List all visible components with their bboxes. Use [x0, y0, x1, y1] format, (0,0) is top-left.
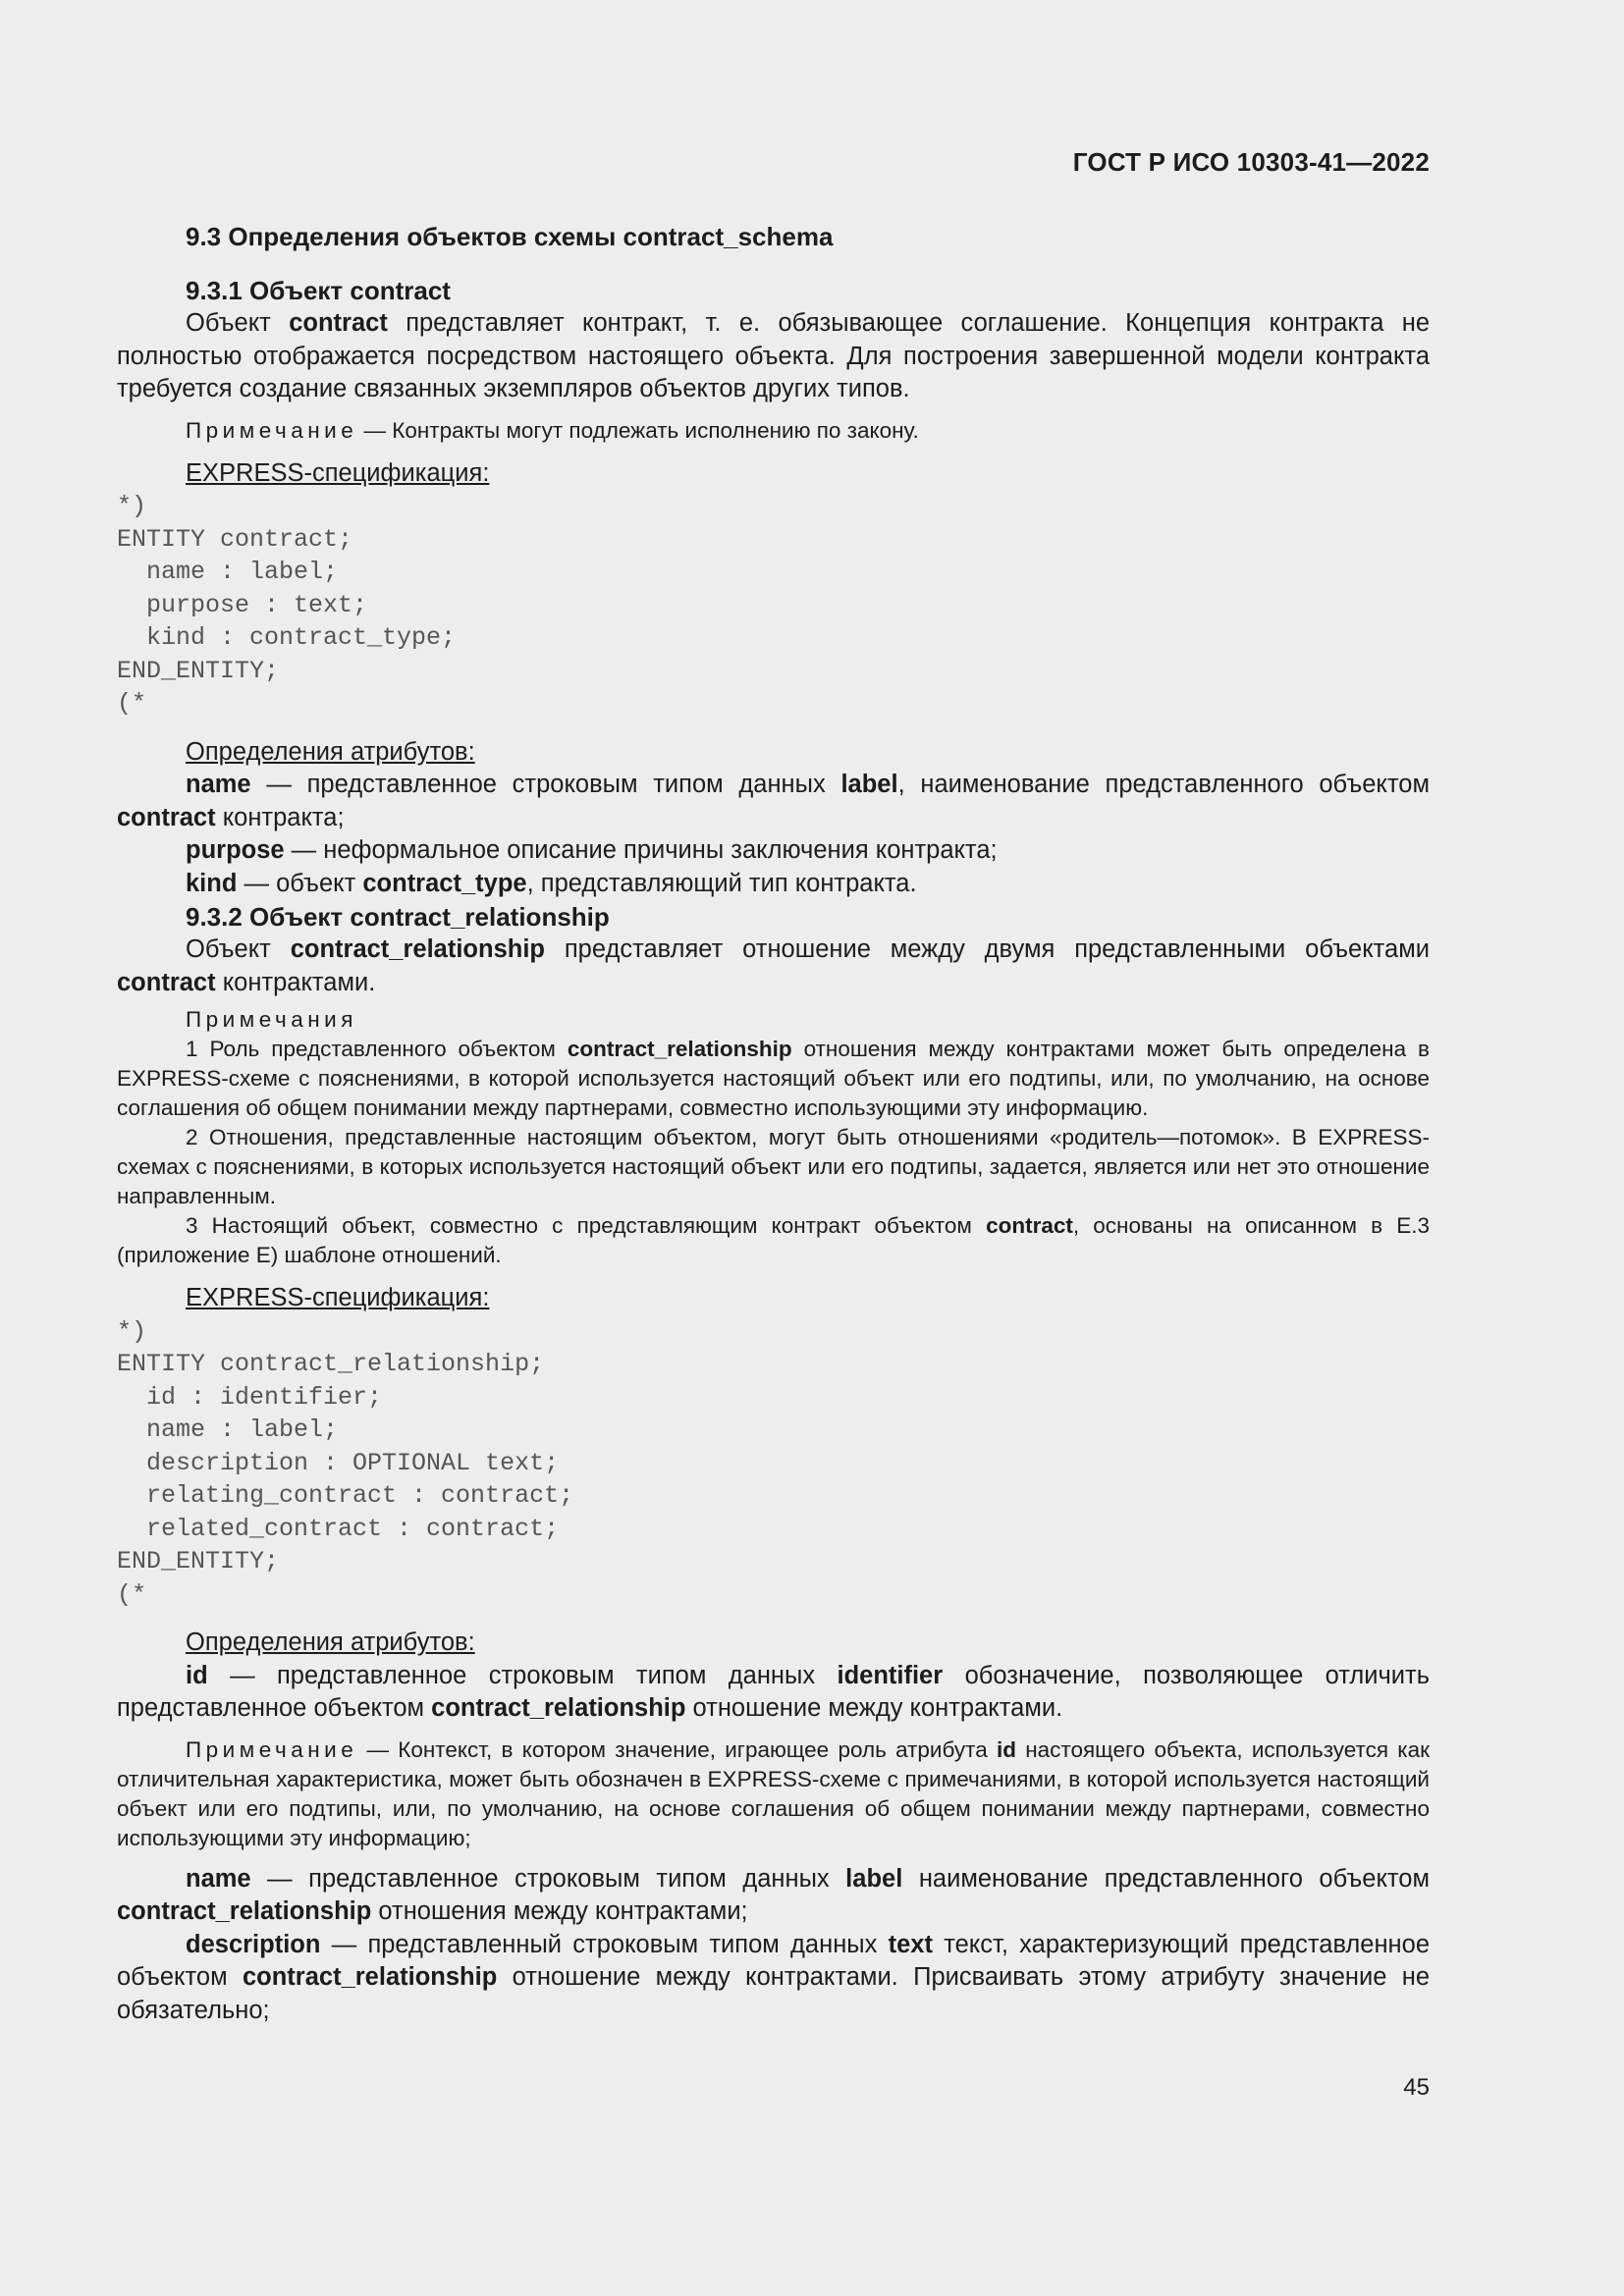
contract-relationship-express-code: *) ENTITY contract_relationship; id : identifier; name : label; description : OPTIONAL text; relating_contract : contract; related_contract : contract; END_ENTITY; (*	[117, 1316, 574, 1609]
contract-description: Объект contract представляет контракт, т. е. обязывающее соглашение. Концепция контракта не полностью отображается посредством настоящего объекта. Для построения завершенной модели контракта требуется создание связанных экземпляров объектов других типов.	[117, 309, 1431, 402]
attr-purpose-definition: purpose — неформальное описание причины заключения контракта;	[186, 836, 998, 864]
attr-kind-definition: kind — объект contract_type, представляющий тип контракта.	[186, 869, 917, 897]
page-number: 45	[1403, 2074, 1430, 2101]
section-9-3-title: 9.3 Определения объектов схемы contract_schema	[186, 222, 834, 251]
attr-id-definition: id — представленное строковым типом данных identifier обозначение, позволяющее отличить представленное объектом contract_relationship отношение между контрактами.	[117, 1661, 1430, 1722]
section-9-3-2-title: 9.3.2 Объект contract_relationship	[186, 902, 610, 932]
attr-name-definition: name — представленное строковым типом данных label, наименование представленного объектом contract контракта;	[117, 771, 1430, 831]
page-content	[117, 222, 1430, 2027]
attr-name-definition: name — представленное строковым типом данных label наименование представленного объектом contract_relationship отношения между контрактами;	[117, 1864, 1430, 1925]
standard-header: ГОСТ Р ИСО 10303-41—2022	[1072, 147, 1430, 177]
attribute-definitions-label: Определения атрибутов:	[186, 1629, 475, 1656]
attr-description-definition: description — представленный строковым типом данных text текст, характеризующий представленное объектом contract_relationship отношение между контрактами. Присваивать этому атрибуту значение не обязательно;	[117, 1930, 1431, 2024]
note-1: 1 Роль представленного объектом contract_relationship отношения между контрактами может быть определена в EXPRESS-схеме с пояснениями, в которой используется настоящий объект или его подтипы, или, по умолчанию, на основе соглашения об общем понимании между партнерами, совместно использующими эту информацию.	[117, 1037, 1430, 1120]
section-9-3-1-title: 9.3.1 Объект contract	[186, 276, 451, 305]
attribute-definitions-label: Определения атрибутов:	[186, 737, 475, 766]
contract-note: Примечание — Контракты могут подлежать исполнению по закону.	[186, 417, 919, 443]
note-3: 3 Настоящий объект, совместно с представляющим контракт объектом contract, основаны на описанном в Е.3 (приложение Е) шаблоне отношений.	[117, 1213, 1430, 1267]
express-spec-label: EXPRESS-спецификация:	[186, 1284, 490, 1311]
contract-relationship-description: Объект contract_relationship представляет отношение между двумя представленными объектами contract контрактами.	[117, 935, 1430, 996]
id-note: Примечание — Контекст, в котором значение, играющее роль атрибута id настоящего объекта, используется как отличительная характеристика, может быть обозначен в EXPRESS-схеме с примечаниями, в которой используется настоящий объект или его подтипы, или, по умолчанию, на основе соглашения об общем понимании между партнерами, совместно использующими эту информацию;	[117, 1736, 1430, 1850]
note-2: 2 Отношения, представленные настоящим объектом, могут быть отношениями «родитель—потомок». В EXPRESS-схемах с пояснениями, в которых используется настоящий объект или его подтипы, задается, является или нет это отношение направленным.	[117, 1125, 1430, 1208]
notes-heading: Примечания	[186, 1007, 357, 1032]
contract-express-code: *) ENTITY contract; name : label; purpose : text; kind : contract_type; END_ENTITY; (*	[117, 492, 457, 718]
express-spec-label: EXPRESS-спецификация:	[186, 458, 490, 487]
